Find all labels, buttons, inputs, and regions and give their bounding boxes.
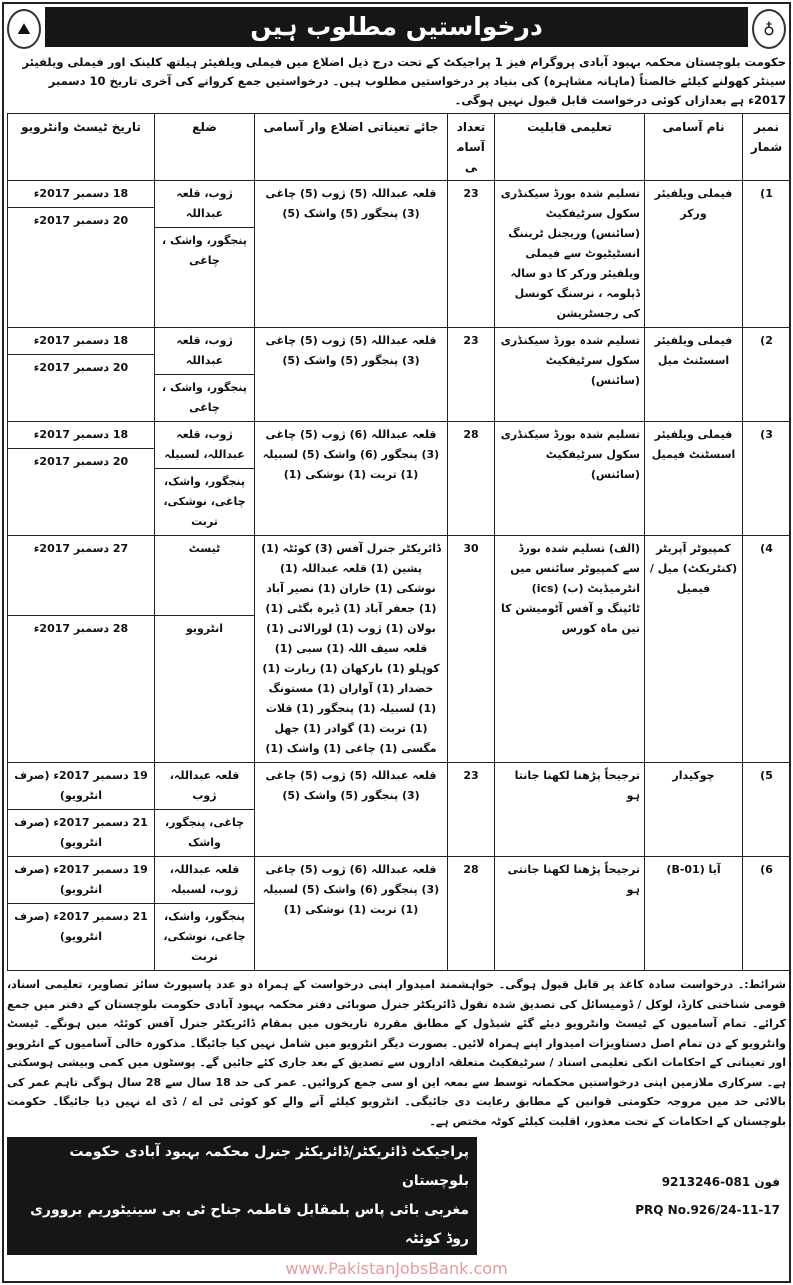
- header: [7, 7, 786, 51]
- district-group: ژوب، قلعہ عبداللہ: [155, 328, 254, 375]
- district-cell: [155, 857, 255, 971]
- district-group: ٹیسٹ: [155, 536, 254, 616]
- test-date: 28 دسمبر 2017ء: [33, 622, 129, 635]
- phone-number: 081-9213246: [661, 1175, 751, 1189]
- count-cell: 23: [448, 181, 495, 328]
- test-date: 18 دسمبر 2017ء: [8, 181, 154, 208]
- post-name-cell: فیملی ویلفیئر اسسٹنٹ میل: [645, 328, 743, 422]
- intro-text: حکومت بلوچستان محکمہ بہبود آبادی پروگرام فیز 1 پراجیکٹ کے تحت درج ذیل اضلاع میں فیملی ویلفیئر ہیلتھ کلینک اور فیملی ویلفیئر سینٹر کھولنے کیلئے خالصتاً (ماہانہ مشاہرہ) کی بنیاد پر درخواستیں مطلوب ہیں۔ درخواستیں جمع کروانے کی آخری تاریخ 10 دسمبر 2017ء ہے بعدازاں کوئی درخواست قابل قبول نہیں ہوگی۔: [22, 55, 786, 107]
- address-line-1: پراجیکٹ ڈائریکٹر/ڈائریکٹر جنرل محکمہ بہبود آبادی حکومت بلوچستان: [69, 1144, 469, 1189]
- date-cell: [8, 422, 155, 536]
- table-row: [8, 328, 791, 422]
- table-row: [8, 857, 791, 971]
- table-row: [8, 536, 791, 763]
- balochistan-emblem-icon: ⛰: [7, 9, 41, 49]
- count-cell: 28: [448, 857, 495, 971]
- population-welfare-emblem-icon: ♁: [752, 9, 786, 49]
- date-cell: [8, 857, 155, 971]
- qualification-cell: تسلیم شدہ بورڈ سیکنڈری سکول سرٹیفکیٹ (سائنس): [495, 328, 645, 422]
- serial-cell: 4): [743, 536, 791, 763]
- district-cell: [155, 328, 255, 422]
- ad-title: درخواستیں مطلوب ہیں: [45, 7, 748, 47]
- district-group: ژوب، قلعہ عبداللہ: [155, 181, 254, 228]
- postings-cell: قلعہ عبداللہ (6) ژوب (5) چاغی (3) پنجگور (6) واشک (5) لسبیلہ (1) تربت (1) نوشکی (1): [255, 857, 448, 971]
- vacancy-table: [7, 113, 791, 971]
- count-cell: 23: [448, 763, 495, 857]
- district-group: پنجگور، واشک، چاغی، نوشکی، تربت: [163, 910, 246, 963]
- test-date: 18 دسمبر 2017ء: [8, 328, 154, 355]
- post-name-cell: فیملی ویلفیئر ورکر: [645, 181, 743, 328]
- test-date: 20 دسمبر 2017ء: [33, 455, 129, 468]
- district-group: چاغی، پنجگور، واشک: [164, 816, 245, 849]
- test-date: 20 دسمبر 2017ء: [33, 214, 129, 227]
- postings-cell: قلعہ عبداللہ (5) ژوب (5) چاغی (3) پنجگور (5) واشک (5): [255, 328, 448, 422]
- terms-text: شرائط:۔ درخواست سادہ کاغذ پر قابل قبول ہوگی۔ خواہشمند امیدوار اپنی درخواست کے ہمراہ دو عدد پاسپورٹ سائز تصاویر، تعلیمی اسناد، قومی شناختی کارڈ، لوکل / ڈومیسائل کی تصدیق شدہ نقول ڈائریکٹر جنرل صوبائی دفتر محکمہ بہبود آبادی حکومت بلوچستان کے دفتر میں جمع کرائے۔ تمام آسامیوں کے ٹیسٹ وانٹرویو دیئے گئے شیڈول کے مطابق مقررہ تاریخوں میں بمقام ڈائریکٹر جنرل آفس کوئٹہ میں ہونگے۔ ٹیسٹ وانٹرویو کے دن تمام اصل دستاویزات امیدوار اپنے ہمراہ لائیں۔ بصورت دیگر انٹرویو میں شامل نہیں کیا جائیگا۔ مذکورہ خالی آسامیوں کے انٹرویو اور تعیناتی کے احکامات انکی تعلیمی اسناد / سرٹیفکیٹ متعلقہ اداروں سے تصدیق کے بعد جاری کئے جائیں گے۔ پوسٹوں میں کمی وبیشی ہوسکتی ہے۔ سرکاری ملازمین اپنی درخواستیں محکمانہ توسط سے بمعہ این او سی جمع کروائیں۔ عمر کی حد 18 سال سے 28 سال ہوگی تاہم عمر کی بالائی حد میں مروجہ حکومتی قوانین کے مطابق رعایت دی جائیگی۔ انٹرویو کیلئے آنے والے کو کوئی ٹی اے / ڈی اے نہیں دیا جائیگا۔ حکومت بلوچستان کے احکامات کے تحت معذور، اقلیت کیلئے کوٹہ مختص ہے۔: [7, 978, 786, 1128]
- qualification-cell: تسلیم شدہ بورڈ سیکنڈری سکول سرٹیفکیٹ (سائنس): [495, 422, 645, 536]
- contact-info: [635, 1175, 786, 1217]
- postings-cell: ڈائریکٹر جنرل آفس (3) کوئٹہ (1) پشین (1) قلعہ عبداللہ (1) نوشکی (1) خاران (1) نصیر آباد (1) جعفر آباد (1) ڈیرہ بگٹی (1) بولان (1) ژوب (1) لورالائی (1) قلعہ سیف اللہ (1) سبی (1) کوہلو (1) بارکھان (1) زیارت (1) خضدار (1) آواران (1) مستونگ (1) لسبیلہ (1) پنجگور (1) قلات (1) تربت (1) گوادر (1) جھل مگسی (1) چاغی (1) واشک (1): [255, 536, 448, 763]
- address-line-2: مغربی بائی پاس بلمقابل فاطمہ جناح ٹی بی سینیٹوریم برووری روڈ کوئٹہ: [30, 1202, 469, 1247]
- col-post-name: نام آسامی: [645, 114, 743, 181]
- post-name-cell: کمپیوٹر آپریٹر (کنٹریکٹ) میل / فیمیل: [645, 536, 743, 763]
- district-cell: [155, 763, 255, 857]
- col-postings: جائے تعیناتی اضلاع وار آسامی: [255, 114, 448, 181]
- district-group: انٹرویو: [185, 622, 224, 635]
- postings-cell: قلعہ عبداللہ (5) ژوب (5) چاغی (3) پنجگور (5) واشک (5): [255, 763, 448, 857]
- test-date: 20 دسمبر 2017ء: [33, 361, 129, 374]
- serial-cell: 6): [743, 857, 791, 971]
- table-row: [8, 422, 791, 536]
- date-cell: [8, 763, 155, 857]
- count-cell: 23: [448, 328, 495, 422]
- footer: [7, 1137, 786, 1255]
- col-district: ضلع: [155, 114, 255, 181]
- col-count: تعداد آسامی: [448, 114, 495, 181]
- phone-label: فون: [754, 1175, 780, 1189]
- postings-cell: قلعہ عبداللہ (6) ژوب (5) چاغی (3) پنجگور (6) واشک (5) لسبیلہ (1) تربت (1) نوشکی (1): [255, 422, 448, 536]
- district-cell: [155, 181, 255, 328]
- ad-frame: [2, 2, 791, 1283]
- phone: [662, 1175, 780, 1189]
- serial-cell: 1): [743, 181, 791, 328]
- district-group: پنجگور، واشک ، چاغی: [162, 234, 247, 267]
- district-group: پنجگور، واشک ، چاغی: [162, 381, 247, 414]
- address-box: [7, 1137, 477, 1255]
- prq-number: PRQ No.926/24-11-17: [635, 1203, 780, 1217]
- test-date: 19 دسمبر 2017ء (صرف انٹرویو): [8, 857, 154, 904]
- serial-cell: 2): [743, 328, 791, 422]
- district-group: پنجگور، واشک، چاغی، نوشکی، تربت: [163, 475, 246, 528]
- qualification-cell: (الف) تسلیم شدہ بورڈ سے کمپیوٹر سائنس میں انٹرمیڈیٹ (ب) (ics) ٹائپنگ و آفس آٹومیشن کا تین ماہ کورس: [495, 536, 645, 763]
- watermark: www.PakistanJobsBank.com: [285, 1259, 508, 1278]
- count-cell: 30: [448, 536, 495, 763]
- table-row: [8, 763, 791, 857]
- district-group: قلعہ عبداللہ، ژوب، لسبیلہ: [155, 857, 254, 904]
- test-date: 18 دسمبر 2017ء: [8, 422, 154, 449]
- test-date: 19 دسمبر 2017ء (صرف انٹرویو): [8, 763, 154, 810]
- date-cell: [8, 181, 155, 328]
- district-cell: [155, 536, 255, 763]
- post-name-cell: چوکیدار: [645, 763, 743, 857]
- col-serial: نمبر شمار: [743, 114, 791, 181]
- postings-cell: قلعہ عبداللہ (5) ژوب (5) چاغی (3) پنجگور (5) واشک (5): [255, 181, 448, 328]
- post-name-cell: آیا (B-01): [645, 857, 743, 971]
- district-group: قلعہ عبداللہ، ژوب: [155, 763, 254, 810]
- col-date: تاریخ ٹیسٹ وانٹرویو: [8, 114, 155, 181]
- qualification-cell: ترجیحاً پڑھنا لکھنا جانتا ہو: [495, 763, 645, 857]
- district-cell: [155, 422, 255, 536]
- col-qualification: تعلیمی قابلیت: [495, 114, 645, 181]
- district-group: ژوب، قلعہ عبداللہ، لسبیلہ: [155, 422, 254, 469]
- serial-cell: 5): [743, 763, 791, 857]
- date-cell: [8, 536, 155, 763]
- count-cell: 28: [448, 422, 495, 536]
- qualification-cell: ترجیحاً پڑھنا لکھنا جانتی ہو: [495, 857, 645, 971]
- test-date: 27 دسمبر 2017ء: [8, 536, 154, 616]
- serial-cell: 3): [743, 422, 791, 536]
- test-date: 21 دسمبر 2017ء (صرف انٹرویو): [14, 816, 148, 849]
- post-name-cell: فیملی ویلفیئر اسسٹنٹ فیمیل: [645, 422, 743, 536]
- table-row: [8, 181, 791, 328]
- qualification-cell: تسلیم شدہ بورڈ سیکنڈری سکول سرٹیفکیٹ (سائنس) وریجنل ٹریننگ انسٹیٹیوٹ سے فیملی ویلفیئر ورکر کا دو سالہ ڈپلومہ ، نرسنگ کونسل کی رجسٹریشن: [495, 181, 645, 328]
- test-date: 21 دسمبر 2017ء (صرف انٹرویو): [14, 910, 148, 943]
- date-cell: [8, 328, 155, 422]
